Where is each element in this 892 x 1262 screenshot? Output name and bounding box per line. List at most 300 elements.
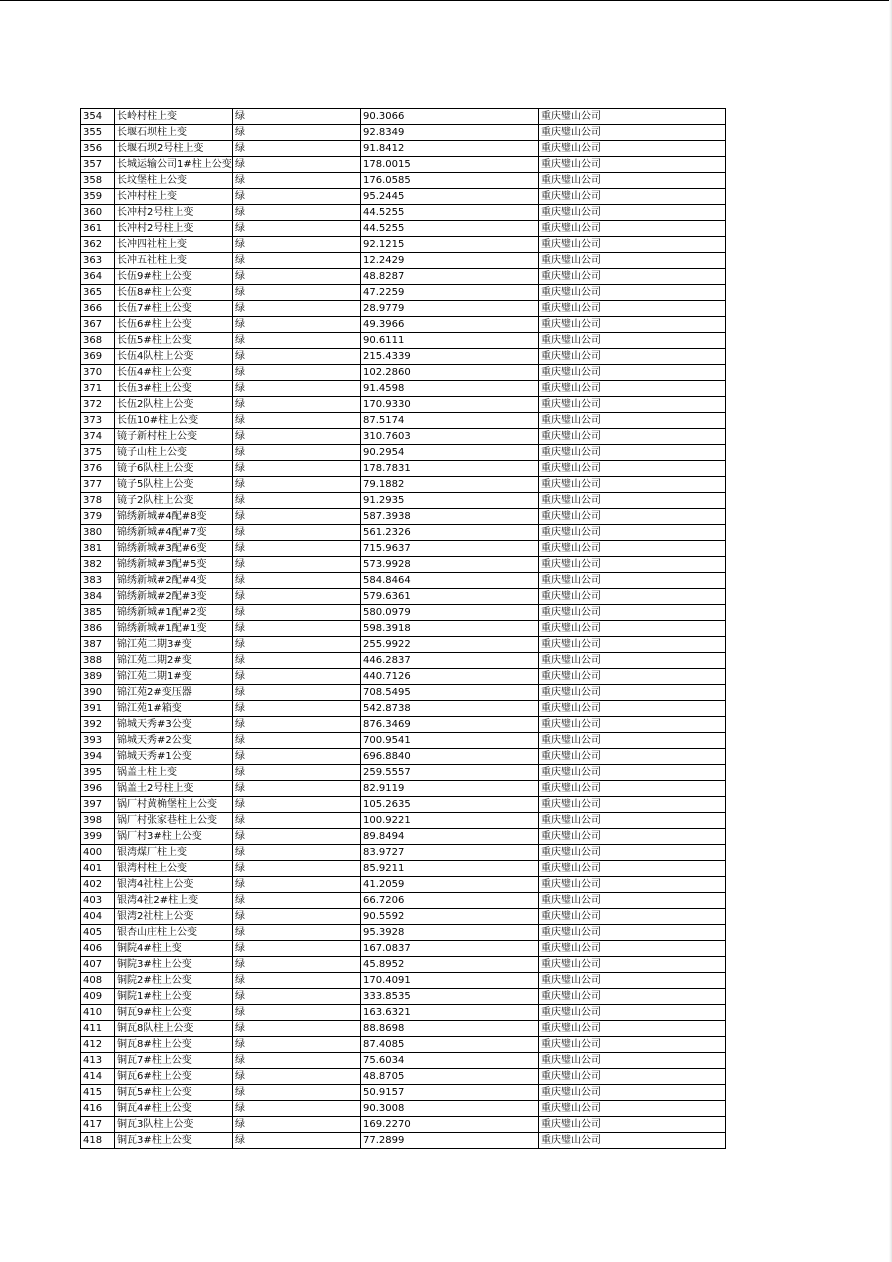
company-cell: 重庆璧山公司 (539, 877, 726, 893)
status-color-cell: 绿 (233, 973, 361, 989)
page-top-border (0, 0, 892, 1)
row-number-cell: 359 (81, 189, 115, 205)
table-row (81, 701, 726, 717)
table-row (81, 605, 726, 621)
company-cell: 重庆璧山公司 (539, 429, 726, 445)
table-row (81, 845, 726, 861)
table-row (81, 541, 726, 557)
table-row (81, 1021, 726, 1037)
table-row (81, 669, 726, 685)
row-number-cell: 376 (81, 461, 115, 477)
table-row (81, 381, 726, 397)
value-cell: 440.7126 (361, 669, 539, 685)
status-color-cell: 绿 (233, 125, 361, 141)
company-cell: 重庆璧山公司 (539, 685, 726, 701)
company-cell: 重庆璧山公司 (539, 477, 726, 493)
table-row (81, 109, 726, 125)
status-color-cell: 绿 (233, 573, 361, 589)
status-color-cell: 绿 (233, 829, 361, 845)
table-row (81, 285, 726, 301)
value-cell: 90.2954 (361, 445, 539, 461)
status-color-cell: 绿 (233, 1069, 361, 1085)
value-cell: 90.6111 (361, 333, 539, 349)
transformer-name-cell: 铜院4#柱上变 (115, 941, 233, 957)
status-color-cell: 绿 (233, 285, 361, 301)
table-row (81, 1101, 726, 1117)
row-number-cell: 361 (81, 221, 115, 237)
transformer-name-cell: 锦绣新城#1配#2变 (115, 605, 233, 621)
status-color-cell: 绿 (233, 957, 361, 973)
row-number-cell: 357 (81, 157, 115, 173)
company-cell: 重庆璧山公司 (539, 621, 726, 637)
row-number-cell: 399 (81, 829, 115, 845)
company-cell: 重庆璧山公司 (539, 189, 726, 205)
transformer-name-cell: 铜瓦3队柱上公变 (115, 1117, 233, 1133)
status-color-cell: 绿 (233, 365, 361, 381)
company-cell: 重庆璧山公司 (539, 1037, 726, 1053)
transformer-name-cell: 铜院1#柱上公变 (115, 989, 233, 1005)
transformer-name-cell: 银湾4社柱上公变 (115, 877, 233, 893)
row-number-cell: 408 (81, 973, 115, 989)
row-number-cell: 364 (81, 269, 115, 285)
table-row (81, 717, 726, 733)
row-number-cell: 406 (81, 941, 115, 957)
company-cell: 重庆璧山公司 (539, 973, 726, 989)
status-color-cell: 绿 (233, 909, 361, 925)
value-cell: 333.8535 (361, 989, 539, 1005)
value-cell: 178.0015 (361, 157, 539, 173)
status-color-cell: 绿 (233, 1085, 361, 1101)
row-number-cell: 390 (81, 685, 115, 701)
company-cell: 重庆璧山公司 (539, 445, 726, 461)
row-number-cell: 398 (81, 813, 115, 829)
status-color-cell: 绿 (233, 269, 361, 285)
transformer-name-cell: 锦城天秀#1公变 (115, 749, 233, 765)
status-color-cell: 绿 (233, 589, 361, 605)
row-number-cell: 395 (81, 765, 115, 781)
transformer-name-cell: 锦绣新城#3配#5变 (115, 557, 233, 573)
company-cell: 重庆璧山公司 (539, 653, 726, 669)
row-number-cell: 385 (81, 605, 115, 621)
company-cell: 重庆璧山公司 (539, 637, 726, 653)
company-cell: 重庆璧山公司 (539, 813, 726, 829)
value-cell: 170.9330 (361, 397, 539, 413)
table-row (81, 925, 726, 941)
company-cell: 重庆璧山公司 (539, 1101, 726, 1117)
company-cell: 重庆璧山公司 (539, 941, 726, 957)
company-cell: 重庆璧山公司 (539, 1117, 726, 1133)
transformer-name-cell: 铜瓦6#柱上公变 (115, 1069, 233, 1085)
row-number-cell: 356 (81, 141, 115, 157)
value-cell: 91.2935 (361, 493, 539, 509)
table-row (81, 221, 726, 237)
transformer-name-cell: 锦江苑二期3#变 (115, 637, 233, 653)
transformer-name-cell: 镜子新村柱上公变 (115, 429, 233, 445)
transformer-name-cell: 长伍4#柱上公变 (115, 365, 233, 381)
status-color-cell: 绿 (233, 381, 361, 397)
table-row (81, 333, 726, 349)
company-cell: 重庆璧山公司 (539, 829, 726, 845)
row-number-cell: 405 (81, 925, 115, 941)
row-number-cell: 375 (81, 445, 115, 461)
value-cell: 163.6321 (361, 1005, 539, 1021)
company-cell: 重庆璧山公司 (539, 333, 726, 349)
status-color-cell: 绿 (233, 653, 361, 669)
status-color-cell: 绿 (233, 621, 361, 637)
transformer-name-cell: 锅盖土2号柱上变 (115, 781, 233, 797)
company-cell: 重庆璧山公司 (539, 253, 726, 269)
table-row (81, 637, 726, 653)
table-row (81, 173, 726, 189)
table-row (81, 445, 726, 461)
company-cell: 重庆璧山公司 (539, 493, 726, 509)
company-cell: 重庆璧山公司 (539, 861, 726, 877)
row-number-cell: 416 (81, 1101, 115, 1117)
status-color-cell: 绿 (233, 845, 361, 861)
status-color-cell: 绿 (233, 493, 361, 509)
value-cell: 44.5255 (361, 221, 539, 237)
transformer-name-cell: 锦绣新城#2配#3变 (115, 589, 233, 605)
row-number-cell: 379 (81, 509, 115, 525)
status-color-cell: 绿 (233, 445, 361, 461)
company-cell: 重庆璧山公司 (539, 749, 726, 765)
value-cell: 170.4091 (361, 973, 539, 989)
value-cell: 49.3966 (361, 317, 539, 333)
status-color-cell: 绿 (233, 1005, 361, 1021)
transformer-name-cell: 银湾村柱上公变 (115, 861, 233, 877)
row-number-cell: 418 (81, 1133, 115, 1149)
table-row (81, 941, 726, 957)
row-number-cell: 380 (81, 525, 115, 541)
transformer-name-cell: 锦江苑二期1#变 (115, 669, 233, 685)
transformer-name-cell: 锅厂村张家巷柱上公变 (115, 813, 233, 829)
status-color-cell: 绿 (233, 733, 361, 749)
status-color-cell: 绿 (233, 349, 361, 365)
transformer-name-cell: 铜瓦8#柱上公变 (115, 1037, 233, 1053)
row-number-cell: 396 (81, 781, 115, 797)
row-number-cell: 401 (81, 861, 115, 877)
transformer-name-cell: 铜瓦7#柱上公变 (115, 1053, 233, 1069)
row-number-cell: 367 (81, 317, 115, 333)
value-cell: 44.5255 (361, 205, 539, 221)
table-row (81, 557, 726, 573)
transformer-name-cell: 长冲四社柱上变 (115, 237, 233, 253)
transformer-name-cell: 锅厂村黄桷堡柱上公变 (115, 797, 233, 813)
status-color-cell: 绿 (233, 925, 361, 941)
status-color-cell: 绿 (233, 685, 361, 701)
company-cell: 重庆璧山公司 (539, 717, 726, 733)
value-cell: 91.4598 (361, 381, 539, 397)
transformer-name-cell: 镜子5队柱上公变 (115, 477, 233, 493)
table-row (81, 1117, 726, 1133)
value-cell: 82.9119 (361, 781, 539, 797)
value-cell: 178.7831 (361, 461, 539, 477)
status-color-cell: 绿 (233, 749, 361, 765)
row-number-cell: 358 (81, 173, 115, 189)
transformer-name-cell: 镜子2队柱上公变 (115, 493, 233, 509)
value-cell: 12.2429 (361, 253, 539, 269)
value-cell: 176.0585 (361, 173, 539, 189)
status-color-cell: 绿 (233, 557, 361, 573)
row-number-cell: 362 (81, 237, 115, 253)
value-cell: 77.2899 (361, 1133, 539, 1149)
status-color-cell: 绿 (233, 205, 361, 221)
table-row (81, 989, 726, 1005)
value-cell: 45.8952 (361, 957, 539, 973)
status-color-cell: 绿 (233, 1101, 361, 1117)
transformer-name-cell: 锅盖土柱上变 (115, 765, 233, 781)
table-row (81, 1005, 726, 1021)
row-number-cell: 365 (81, 285, 115, 301)
row-number-cell: 415 (81, 1085, 115, 1101)
value-cell: 255.9922 (361, 637, 539, 653)
table-row (81, 653, 726, 669)
company-cell: 重庆璧山公司 (539, 909, 726, 925)
transformer-name-cell: 铜院3#柱上公变 (115, 957, 233, 973)
company-cell: 重庆璧山公司 (539, 381, 726, 397)
row-number-cell: 387 (81, 637, 115, 653)
company-cell: 重庆璧山公司 (539, 413, 726, 429)
transformer-name-cell: 长伍10#柱上公变 (115, 413, 233, 429)
status-color-cell: 绿 (233, 173, 361, 189)
company-cell: 重庆璧山公司 (539, 589, 726, 605)
value-cell: 92.1215 (361, 237, 539, 253)
table-row (81, 749, 726, 765)
table-row (81, 733, 726, 749)
transformer-name-cell: 锦绣新城#4配#7变 (115, 525, 233, 541)
row-number-cell: 354 (81, 109, 115, 125)
transformer-name-cell: 长冲村2号柱上变 (115, 205, 233, 221)
table-row (81, 301, 726, 317)
row-number-cell: 393 (81, 733, 115, 749)
company-cell: 重庆璧山公司 (539, 845, 726, 861)
company-cell: 重庆璧山公司 (539, 573, 726, 589)
transformer-name-cell: 长冲村2号柱上变 (115, 221, 233, 237)
status-color-cell: 绿 (233, 861, 361, 877)
table-row (81, 573, 726, 589)
value-cell: 48.8287 (361, 269, 539, 285)
status-color-cell: 绿 (233, 989, 361, 1005)
value-cell: 446.2837 (361, 653, 539, 669)
row-number-cell: 409 (81, 989, 115, 1005)
value-cell: 167.0837 (361, 941, 539, 957)
status-color-cell: 绿 (233, 333, 361, 349)
status-color-cell: 绿 (233, 461, 361, 477)
transformer-name-cell: 锦江苑2#变压器 (115, 685, 233, 701)
row-number-cell: 391 (81, 701, 115, 717)
row-number-cell: 377 (81, 477, 115, 493)
value-cell: 259.5557 (361, 765, 539, 781)
transformer-name-cell: 银杏山庄柱上公变 (115, 925, 233, 941)
transformer-name-cell: 锦绣新城#2配#4变 (115, 573, 233, 589)
transformer-name-cell: 铜瓦4#柱上公变 (115, 1101, 233, 1117)
value-cell: 708.5495 (361, 685, 539, 701)
transformer-name-cell: 铜院2#柱上公变 (115, 973, 233, 989)
value-cell: 90.3066 (361, 109, 539, 125)
company-cell: 重庆璧山公司 (539, 1005, 726, 1021)
table-row (81, 973, 726, 989)
status-color-cell: 绿 (233, 237, 361, 253)
table-row (81, 461, 726, 477)
row-number-cell: 360 (81, 205, 115, 221)
transformer-name-cell: 长堰石坝2号柱上变 (115, 141, 233, 157)
table-row (81, 397, 726, 413)
table-row (81, 429, 726, 445)
company-cell: 重庆璧山公司 (539, 1021, 726, 1037)
value-cell: 83.9727 (361, 845, 539, 861)
transformer-name-cell: 长城运输公司1#柱上公变 (115, 157, 233, 173)
table-row (81, 1037, 726, 1053)
row-number-cell: 368 (81, 333, 115, 349)
transformer-name-cell: 铜瓦8队柱上公变 (115, 1021, 233, 1037)
company-cell: 重庆璧山公司 (539, 221, 726, 237)
row-number-cell: 414 (81, 1069, 115, 1085)
table-row (81, 797, 726, 813)
table-row (81, 253, 726, 269)
row-number-cell: 402 (81, 877, 115, 893)
value-cell: 85.9211 (361, 861, 539, 877)
row-number-cell: 413 (81, 1053, 115, 1069)
table-row (81, 157, 726, 173)
company-cell: 重庆璧山公司 (539, 141, 726, 157)
status-color-cell: 绿 (233, 317, 361, 333)
value-cell: 580.0979 (361, 605, 539, 621)
value-cell: 47.2259 (361, 285, 539, 301)
value-cell: 715.9637 (361, 541, 539, 557)
value-cell: 579.6361 (361, 589, 539, 605)
table-row (81, 509, 726, 525)
table-row (81, 349, 726, 365)
table-row (81, 909, 726, 925)
status-color-cell: 绿 (233, 813, 361, 829)
table-row (81, 621, 726, 637)
status-color-cell: 绿 (233, 637, 361, 653)
company-cell: 重庆璧山公司 (539, 461, 726, 477)
company-cell: 重庆璧山公司 (539, 157, 726, 173)
value-cell: 41.2059 (361, 877, 539, 893)
company-cell: 重庆璧山公司 (539, 557, 726, 573)
company-cell: 重庆璧山公司 (539, 269, 726, 285)
row-number-cell: 374 (81, 429, 115, 445)
row-number-cell: 412 (81, 1037, 115, 1053)
value-cell: 105.2635 (361, 797, 539, 813)
row-number-cell: 382 (81, 557, 115, 573)
value-cell: 75.6034 (361, 1053, 539, 1069)
table-row (81, 237, 726, 253)
transformer-name-cell: 铜瓦3#柱上公变 (115, 1133, 233, 1149)
table-row (81, 269, 726, 285)
value-cell: 598.3918 (361, 621, 539, 637)
company-cell: 重庆璧山公司 (539, 765, 726, 781)
status-color-cell: 绿 (233, 669, 361, 685)
row-number-cell: 410 (81, 1005, 115, 1021)
table-row (81, 685, 726, 701)
status-color-cell: 绿 (233, 717, 361, 733)
value-cell: 89.8494 (361, 829, 539, 845)
table-row (81, 365, 726, 381)
company-cell: 重庆璧山公司 (539, 1085, 726, 1101)
transformer-name-cell: 银湾4社2#柱上变 (115, 893, 233, 909)
company-cell: 重庆璧山公司 (539, 1053, 726, 1069)
row-number-cell: 400 (81, 845, 115, 861)
value-cell: 100.9221 (361, 813, 539, 829)
status-color-cell: 绿 (233, 141, 361, 157)
row-number-cell: 397 (81, 797, 115, 813)
value-cell: 542.8738 (361, 701, 539, 717)
value-cell: 696.8840 (361, 749, 539, 765)
value-cell: 28.9779 (361, 301, 539, 317)
transformer-name-cell: 锦绣新城#3配#6变 (115, 541, 233, 557)
company-cell: 重庆璧山公司 (539, 733, 726, 749)
row-number-cell: 388 (81, 653, 115, 669)
value-cell: 87.4085 (361, 1037, 539, 1053)
company-cell: 重庆璧山公司 (539, 237, 726, 253)
transformer-name-cell: 长冲五社柱上变 (115, 253, 233, 269)
status-color-cell: 绿 (233, 253, 361, 269)
company-cell: 重庆璧山公司 (539, 125, 726, 141)
transformer-name-cell: 长伍7#柱上公变 (115, 301, 233, 317)
row-number-cell: 392 (81, 717, 115, 733)
status-color-cell: 绿 (233, 941, 361, 957)
row-number-cell: 384 (81, 589, 115, 605)
status-color-cell: 绿 (233, 189, 361, 205)
transformer-name-cell: 长冲村柱上变 (115, 189, 233, 205)
transformer-name-cell: 长伍9#柱上公变 (115, 269, 233, 285)
company-cell: 重庆璧山公司 (539, 365, 726, 381)
value-cell: 95.3928 (361, 925, 539, 941)
status-color-cell: 绿 (233, 157, 361, 173)
company-cell: 重庆璧山公司 (539, 669, 726, 685)
row-number-cell: 411 (81, 1021, 115, 1037)
transformer-name-cell: 长堰石坝柱上变 (115, 125, 233, 141)
table-row (81, 1069, 726, 1085)
value-cell: 66.7206 (361, 893, 539, 909)
table-row (81, 861, 726, 877)
row-number-cell: 378 (81, 493, 115, 509)
status-color-cell: 绿 (233, 605, 361, 621)
transformer-name-cell: 锦绣新城#4配#8变 (115, 509, 233, 525)
value-cell: 310.7603 (361, 429, 539, 445)
status-color-cell: 绿 (233, 893, 361, 909)
transformer-name-cell: 铜瓦5#柱上公变 (115, 1085, 233, 1101)
transformer-name-cell: 长伍6#柱上公变 (115, 317, 233, 333)
table-row (81, 1133, 726, 1149)
value-cell: 90.5592 (361, 909, 539, 925)
company-cell: 重庆璧山公司 (539, 1069, 726, 1085)
status-color-cell: 绿 (233, 1053, 361, 1069)
status-color-cell: 绿 (233, 797, 361, 813)
company-cell: 重庆璧山公司 (539, 509, 726, 525)
value-cell: 561.2326 (361, 525, 539, 541)
transformer-name-cell: 锦城天秀#2公变 (115, 733, 233, 749)
row-number-cell: 383 (81, 573, 115, 589)
value-cell: 90.3008 (361, 1101, 539, 1117)
row-number-cell: 407 (81, 957, 115, 973)
value-cell: 584.8464 (361, 573, 539, 589)
table-row (81, 781, 726, 797)
table-row (81, 189, 726, 205)
table-row (81, 125, 726, 141)
transformer-name-cell: 锦江苑1#箱变 (115, 701, 233, 717)
row-number-cell: 363 (81, 253, 115, 269)
row-number-cell: 403 (81, 893, 115, 909)
transformer-name-cell: 锦城天秀#3公变 (115, 717, 233, 733)
company-cell: 重庆璧山公司 (539, 605, 726, 621)
status-color-cell: 绿 (233, 109, 361, 125)
row-number-cell: 386 (81, 621, 115, 637)
status-color-cell: 绿 (233, 781, 361, 797)
row-number-cell: 366 (81, 301, 115, 317)
